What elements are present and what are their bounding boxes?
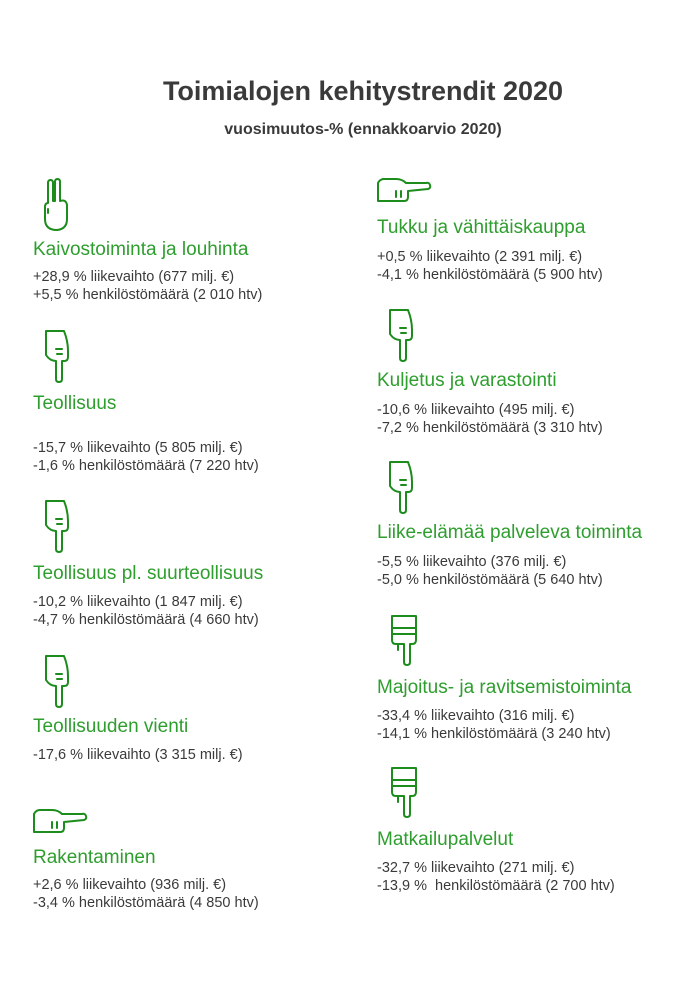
headcount-change: -5,0 % henkilöstömäärä (5 640 htv) [377,572,603,588]
hand-pointing-right-icon [32,808,88,836]
industry-name: Rakentaminen [33,847,156,868]
hand-pointing-down-icon [390,766,418,820]
hand-pointing-down-icon [42,329,70,383]
hand-pointing-up-icon [40,179,74,233]
page-title: Toimialojen kehitystrendit 2020 [162,76,564,106]
hand-pointing-right-icon [376,177,432,205]
industry-name: Majoitus- ja ravitsemistoiminta [377,677,632,698]
industry-name: Tukku ja vähittäiskauppa [377,217,586,238]
industry-name: Kuljetus ja varastointi [377,370,557,391]
hand-pointing-down-icon [386,460,414,514]
revenue-change: -15,7 % liikevaihto (5 805 milj. €) [33,440,243,456]
revenue-change: -10,6 % liikevaihto (495 milj. €) [377,402,575,418]
industry-name: Liike-elämää palveleva toiminta [377,522,643,543]
industry-name: Kaivostoiminta ja louhinta [33,239,249,260]
hand-pointing-down-icon [42,499,70,553]
hand-pointing-down-icon [386,308,414,362]
revenue-change: +28,9 % liikevaihto (677 milj. €) [33,269,235,285]
headcount-change: -4,1 % henkilöstömäärä (5 900 htv) [377,267,603,283]
industry-name: Teollisuus [33,393,117,414]
headcount-change: -3,4 % henkilöstömäärä (4 850 htv) [33,895,259,911]
headcount-change: -7,2 % henkilöstömäärä (3 310 htv) [377,420,603,436]
headcount-change: -1,6 % henkilöstömäärä (7 220 htv) [33,458,259,474]
hand-pointing-down-icon [390,614,418,668]
revenue-change: -5,5 % liikevaihto (376 milj. €) [377,554,567,570]
revenue-change: -10,2 % liikevaihto (1 847 milj. €) [33,594,243,610]
headcount-change: -14,1 % henkilöstömäärä (3 240 htv) [377,726,611,742]
hand-pointing-down-icon [42,654,70,708]
page-subtitle: vuosimuutos-% (ennakkoarvio 2020) [224,121,502,138]
headcount-change: -13,9 % henkilöstömäärä (2 700 htv) [377,878,615,894]
industry-name: Teollisuus pl. suurteollisuus [33,563,264,584]
headcount-change: +5,5 % henkilöstömäärä (2 010 htv) [33,287,263,303]
revenue-change: +2,6 % liikevaihto (936 milj. €) [33,877,227,893]
revenue-change: -17,6 % liikevaihto (3 315 milj. €) [33,747,243,763]
revenue-change: -32,7 % liikevaihto (271 milj. €) [377,860,575,876]
revenue-change: -33,4 % liikevaihto (316 milj. €) [377,708,575,724]
revenue-change: +0,5 % liikevaihto (2 391 milj. €) [377,249,583,265]
industry-name: Teollisuuden vienti [33,716,189,737]
headcount-change: -4,7 % henkilöstömäärä (4 660 htv) [33,612,259,628]
industry-name: Matkailupalvelut [377,829,514,850]
